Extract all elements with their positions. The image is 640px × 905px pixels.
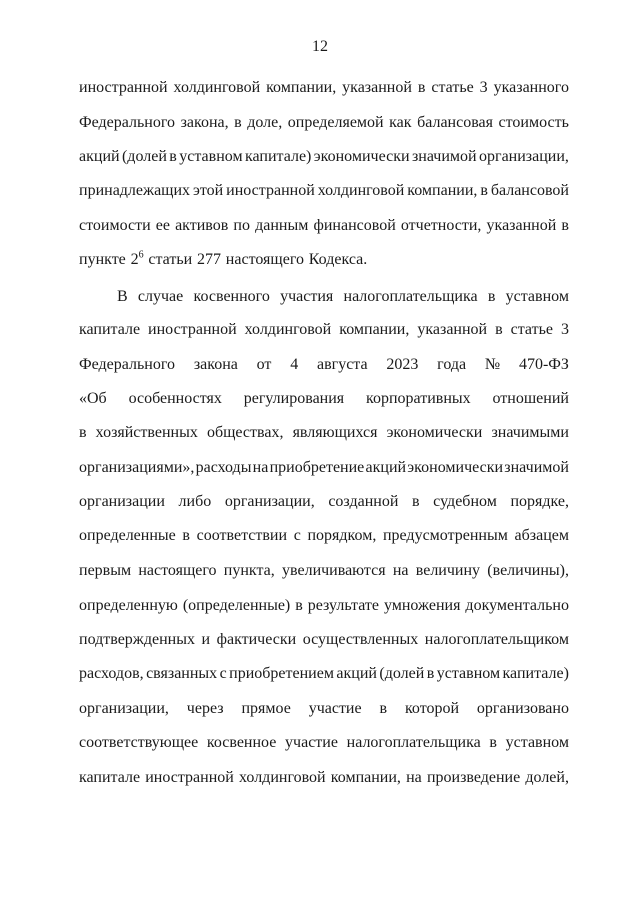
word: (определенные)	[182, 597, 291, 614]
text-line	[79, 768, 569, 788]
word: приобретение	[269, 459, 365, 476]
word: через	[186, 700, 224, 717]
word: предусмотренным	[382, 527, 508, 544]
word: в	[295, 597, 303, 614]
word: либо	[178, 493, 212, 510]
word: косвенного	[193, 288, 270, 305]
word: особенностях	[128, 390, 222, 407]
word: капитале)	[244, 148, 312, 165]
word: компании,	[330, 769, 401, 786]
word: величину	[415, 562, 481, 579]
word: регулирования	[243, 390, 345, 407]
word: как	[389, 114, 412, 131]
word: увеличиваются	[282, 562, 386, 579]
word: фактически	[216, 631, 297, 648]
word: 2023	[386, 356, 419, 373]
word: порядке,	[510, 493, 569, 510]
word: с	[219, 665, 227, 682]
word: от	[256, 356, 272, 373]
word: компании,	[339, 321, 410, 338]
word: значимой	[411, 148, 477, 165]
word: соответствии	[196, 527, 288, 544]
word: капитале)	[502, 665, 569, 682]
word: холдинговой	[317, 182, 405, 199]
word: года	[437, 356, 467, 373]
word: $2^6$	[130, 249, 144, 268]
word: Кодекса.	[308, 251, 368, 268]
word: организациями»,	[79, 459, 195, 476]
word: корпоративных	[366, 390, 471, 407]
word: на	[252, 459, 269, 476]
word: №	[484, 356, 501, 373]
word: иностранной	[79, 79, 168, 96]
word: в	[561, 217, 569, 234]
word: являющихся	[292, 424, 378, 441]
word: акций	[79, 148, 120, 165]
text-line	[79, 355, 569, 375]
word: пункте	[79, 251, 126, 268]
word: закона	[193, 356, 238, 373]
word: и	[201, 631, 211, 648]
word: в	[412, 493, 420, 510]
word: 3	[479, 79, 488, 96]
text-line	[79, 147, 569, 167]
word: уставном	[179, 148, 243, 165]
word: в	[169, 148, 177, 165]
word: экономически	[407, 459, 504, 476]
word: капитале	[79, 769, 141, 786]
word: экономически	[386, 424, 483, 441]
word: порядком,	[307, 527, 377, 544]
word: участие	[308, 700, 362, 717]
word: в	[487, 288, 496, 305]
word: указанной	[486, 217, 557, 234]
word: на	[392, 562, 409, 579]
text-line	[79, 630, 569, 650]
word: 277	[197, 251, 221, 268]
word: значимой	[504, 459, 569, 476]
word: значимыми	[491, 424, 569, 441]
word: указанной	[417, 321, 488, 338]
word: «Об	[79, 390, 107, 407]
word: холдинговой	[173, 79, 261, 96]
word: с	[293, 527, 301, 544]
word: акций	[365, 459, 407, 476]
word: настоящего	[225, 251, 304, 268]
word: случае	[137, 288, 184, 305]
word: налогоплательщика	[346, 734, 481, 751]
word: балансовой	[490, 182, 569, 199]
word: организации	[79, 493, 165, 510]
word: связанных	[146, 665, 218, 682]
word: участие	[285, 734, 338, 751]
text-line	[79, 216, 569, 236]
text-line	[79, 596, 569, 616]
word: долей,	[525, 769, 569, 786]
word: расходов,	[79, 665, 144, 682]
word: данным	[255, 217, 309, 234]
word: в	[417, 79, 426, 96]
word: подтвержденных	[79, 631, 195, 648]
text-line	[79, 561, 569, 581]
word: по	[233, 217, 250, 234]
word: соответствующее	[79, 734, 199, 751]
word: налогоплательщиком	[424, 631, 569, 648]
word: этой	[193, 182, 224, 199]
word: организации,	[479, 148, 569, 165]
text-line	[79, 526, 569, 546]
word: финансовой	[313, 217, 396, 234]
word: акций	[336, 665, 377, 682]
text-line	[79, 423, 569, 443]
word: пункта,	[223, 562, 275, 579]
word: прямое	[241, 700, 291, 717]
word: в	[182, 527, 190, 544]
word: первым	[79, 562, 132, 579]
text-line	[79, 733, 569, 753]
word: обществах,	[206, 424, 284, 441]
word: экономически	[313, 148, 410, 165]
word: холдинговой	[239, 769, 326, 786]
word: налогоплательщика	[343, 288, 478, 305]
word: активов	[175, 217, 229, 234]
word: (величины),	[487, 562, 569, 579]
word: отношений	[492, 390, 569, 407]
word: Федерального	[79, 356, 176, 373]
word: указанного	[493, 79, 569, 96]
word: ее	[155, 217, 170, 234]
word: в	[234, 114, 242, 131]
word: указанной	[342, 79, 412, 96]
text-line	[79, 320, 569, 340]
word: августа	[316, 356, 368, 373]
word: осуществленных	[302, 631, 419, 648]
word: организации,	[79, 700, 169, 717]
word: закона,	[180, 114, 229, 131]
word: стоимости	[79, 217, 151, 234]
word: результате	[307, 597, 379, 614]
text-line	[79, 113, 569, 133]
text-line	[79, 664, 569, 684]
word: в	[79, 424, 87, 441]
text-line	[79, 458, 569, 478]
word: отчетности,	[400, 217, 482, 234]
word: уставном	[436, 665, 501, 682]
word: которой	[404, 700, 460, 717]
word: произведение	[426, 769, 521, 786]
word: иностранной	[226, 182, 315, 199]
word: балансовая	[417, 114, 494, 131]
text-line	[79, 492, 569, 512]
word: стоимость	[498, 114, 569, 131]
word: (долей	[379, 665, 425, 682]
word: статье	[431, 79, 474, 96]
word: 4	[290, 356, 299, 373]
word: определяемой	[287, 114, 384, 131]
word: расходы	[195, 459, 252, 476]
word: в	[495, 321, 503, 338]
word: судебном	[433, 493, 497, 510]
word: определенную	[79, 597, 178, 614]
word: Федерального	[79, 114, 176, 131]
word: холдинговой	[244, 321, 332, 338]
page-number: 12	[312, 38, 328, 55]
word: (долей	[121, 148, 167, 165]
word: уставном	[505, 734, 569, 751]
word: участия	[280, 288, 334, 305]
word: капитале	[79, 321, 141, 338]
text-line	[79, 250, 569, 270]
word: в	[489, 734, 497, 751]
text-line	[79, 389, 569, 409]
word: 470-ФЗ	[518, 356, 569, 373]
word: документально	[465, 597, 569, 614]
word: в	[379, 700, 388, 717]
text-line	[79, 78, 569, 98]
word: организации,	[224, 493, 315, 510]
word: уставном	[505, 288, 569, 305]
word: компании,	[266, 79, 337, 96]
word: на	[406, 769, 422, 786]
word: иностранной	[145, 769, 234, 786]
word: статье	[510, 321, 554, 338]
word: принадлежащих	[79, 182, 191, 199]
word: В	[117, 288, 128, 305]
text-line	[79, 181, 569, 201]
word: организовано	[476, 700, 569, 717]
word: компании,	[407, 182, 478, 199]
word: абзацем	[514, 527, 569, 544]
word: 3	[561, 321, 569, 338]
word: иностранной	[148, 321, 237, 338]
word: созданной	[328, 493, 399, 510]
word: в	[426, 665, 435, 682]
word: косвенное	[206, 734, 277, 751]
word: доле,	[247, 114, 283, 131]
word: в	[480, 182, 488, 199]
word: статьи	[148, 251, 193, 268]
text-line	[79, 699, 569, 719]
text-line	[117, 287, 569, 307]
word: определенные	[79, 527, 176, 544]
word: умножения	[383, 597, 461, 614]
word: хозяйственных	[95, 424, 198, 441]
word: приобретением	[229, 665, 334, 682]
word: настоящего	[138, 562, 217, 579]
